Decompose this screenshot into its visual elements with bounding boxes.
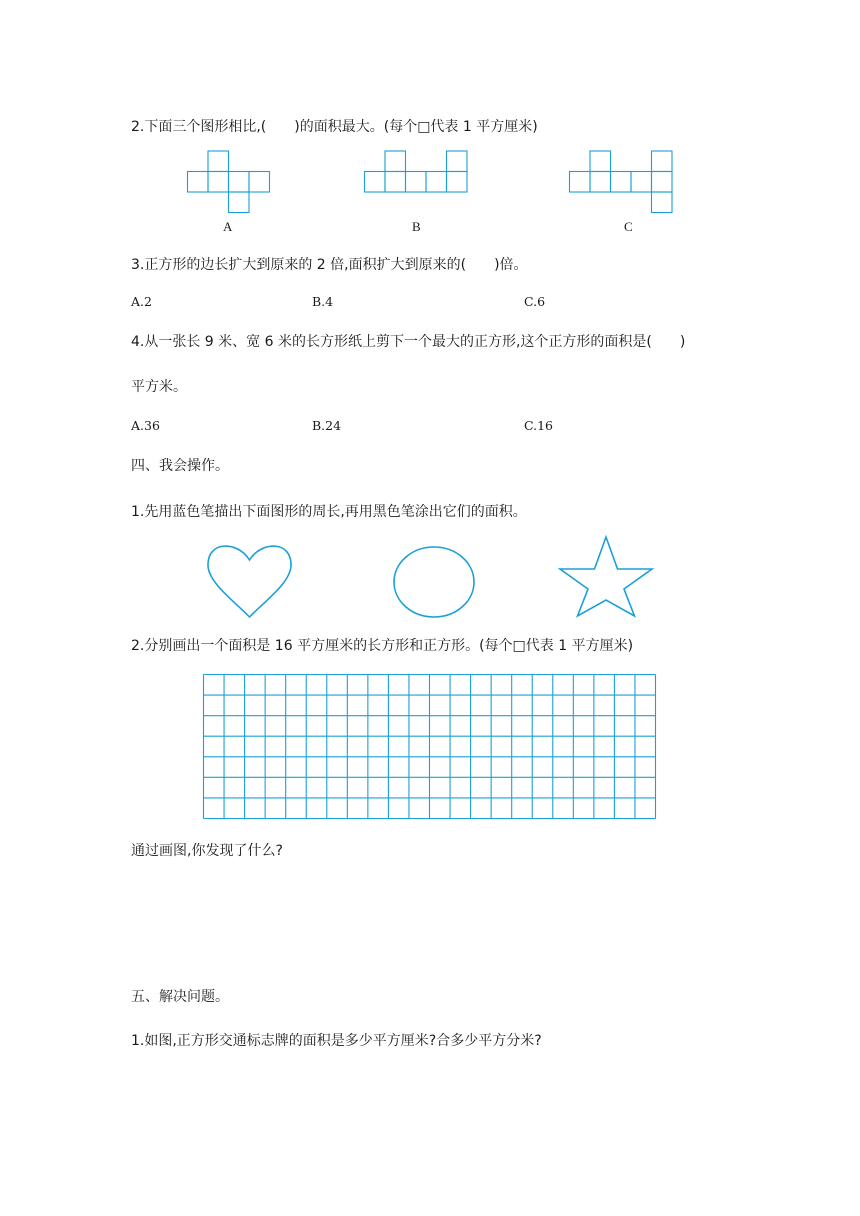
- section4-q2-text: 2.分别画出一个面积是 16 平方厘米的长方形和正方形。(每个□代表 1 平方厘米): [131, 638, 634, 654]
- q4-option-c: C.16: [524, 418, 553, 433]
- figure-c-label: C: [624, 219, 633, 234]
- star-icon: [560, 537, 652, 616]
- q4-text-cont: 平方米。: [131, 379, 187, 395]
- q4-text: 4.从一张长 9 米、宽 6 米的长方形纸上剪下一个最大的正方形,这个正方形的面积是( ): [131, 334, 686, 350]
- section5-title: 五、解决问题。: [131, 989, 229, 1005]
- q3-option-c: C.6: [524, 294, 546, 309]
- q3-option-b: B.4: [312, 294, 334, 309]
- figure-b-label: B: [412, 219, 421, 234]
- q3-option-a: A.2: [131, 294, 152, 309]
- ellipse-icon: [394, 547, 474, 617]
- section4-q2-followup: 通过画图,你发现了什么?: [131, 843, 283, 859]
- section5-q1-text: 1.如图,正方形交通标志牌的面积是多少平方厘米?合多少平方分米?: [131, 1033, 542, 1049]
- section4-q1-text: 1.先用蓝色笔描出下面图形的周长,再用黑色笔涂出它们的面积。: [131, 504, 527, 520]
- figure-a-label: A: [223, 219, 233, 234]
- section4-title: 四、我会操作。: [131, 458, 229, 474]
- q4-option-a: A.36: [131, 418, 160, 433]
- q2-text: 2.下面三个图形相比,( )的面积最大。(每个□代表 1 平方厘米): [131, 119, 538, 135]
- q4-option-b: B.24: [312, 418, 342, 433]
- q3-text: 3.正方形的边长扩大到原来的 2 倍,面积扩大到原来的( )倍。: [131, 257, 528, 273]
- drawing-grid: [203, 674, 656, 819]
- heart-icon: [208, 546, 291, 617]
